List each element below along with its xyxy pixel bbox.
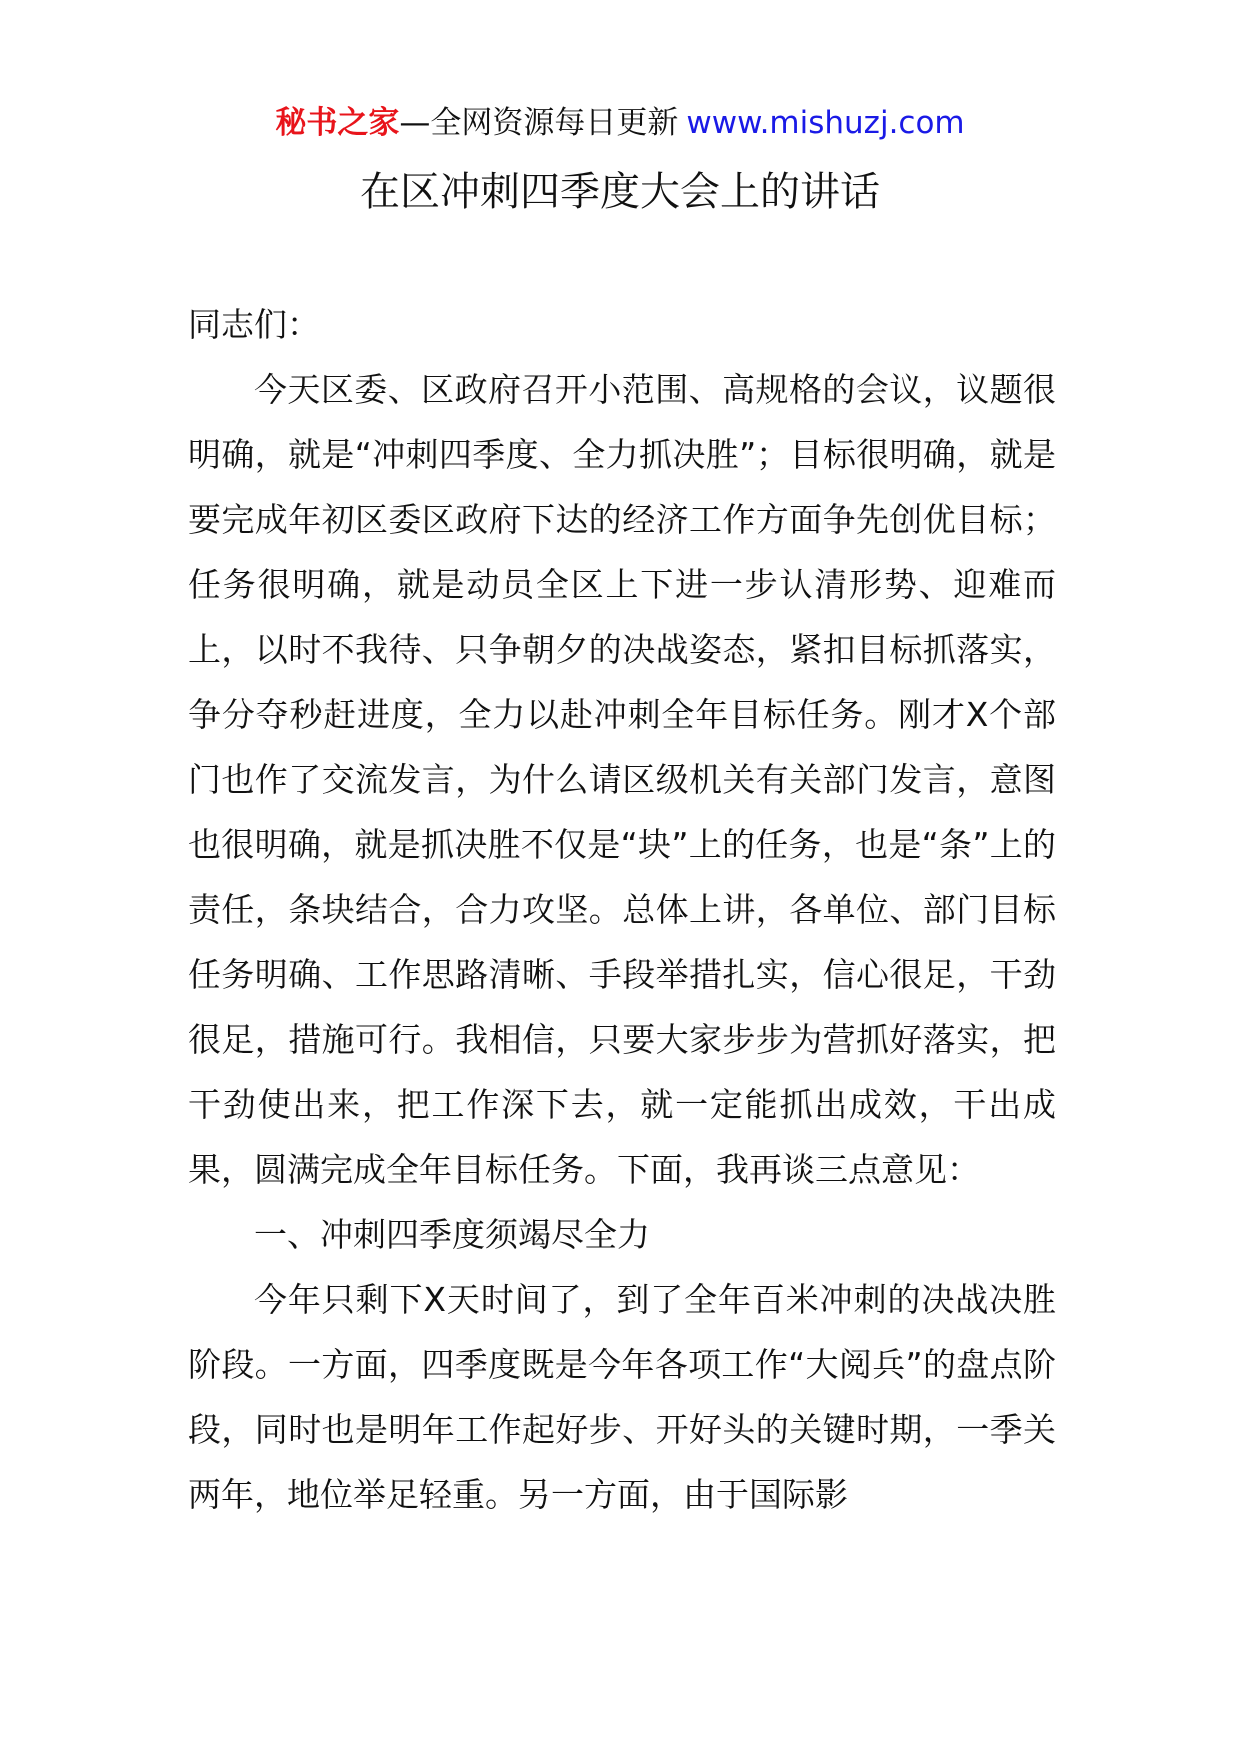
site-brand: 秘书之家 (275, 105, 400, 141)
paragraph-opening: 今天区委、区政府召开小范围、高规格的会议，议题很明确，就是“冲刺四季度、全力抓决胜”；目标很明确，就是要完成年初区委区政府下达的经济工作方面争先创优目标；任务很明确，就是动员全区上下进一步认清形势、迎难而上，以时不我待、只争朝夕的决战姿态，紧扣目标抓落实，争分夺秒赶进度，全力以赴冲刺全年目标任务。刚才X个部门也作了交流发言，为什么请区级机关有关部门发言，意图也很明确，就是抓决胜不仅是“块”上的任务，也是“条”上的责任，条块结合，合力攻坚。总体上讲，各单位、部门目标任务明确、工作思路清晰、手段举措扎实，信心很足，干劲很足，措施可行。我相信，只要大家步步为营抓好落实，把干劲使出来，把工作深下去，就一定能抓出成效，干出成果，圆满完成全年目标任务。下面，我再谈三点意见： (188, 370, 1056, 1189)
document-title: 在区冲刺四季度大会上的讲话 (360, 169, 880, 215)
paragraph-section-1: 今年只剩下X天时间了，到了全年百米冲刺的决战决胜阶段。一方面，四季度既是今年各项工作“大阅兵”的盘点阶段，同时也是明年工作起好步、开好头的关键时期，一季关两年，地位举足轻重。另一方面，由于国际影 (188, 1280, 1056, 1514)
site-header (0, 100, 1240, 146)
salutation: 同志们： (188, 305, 320, 344)
document-body (188, 292, 1056, 1527)
site-tagline: —全网资源每日更新 (399, 105, 679, 141)
section-heading-1: 一、冲刺四季度须竭尽全力 (254, 1215, 650, 1254)
site-url-link[interactable]: www.mishuzj.com (686, 105, 965, 141)
